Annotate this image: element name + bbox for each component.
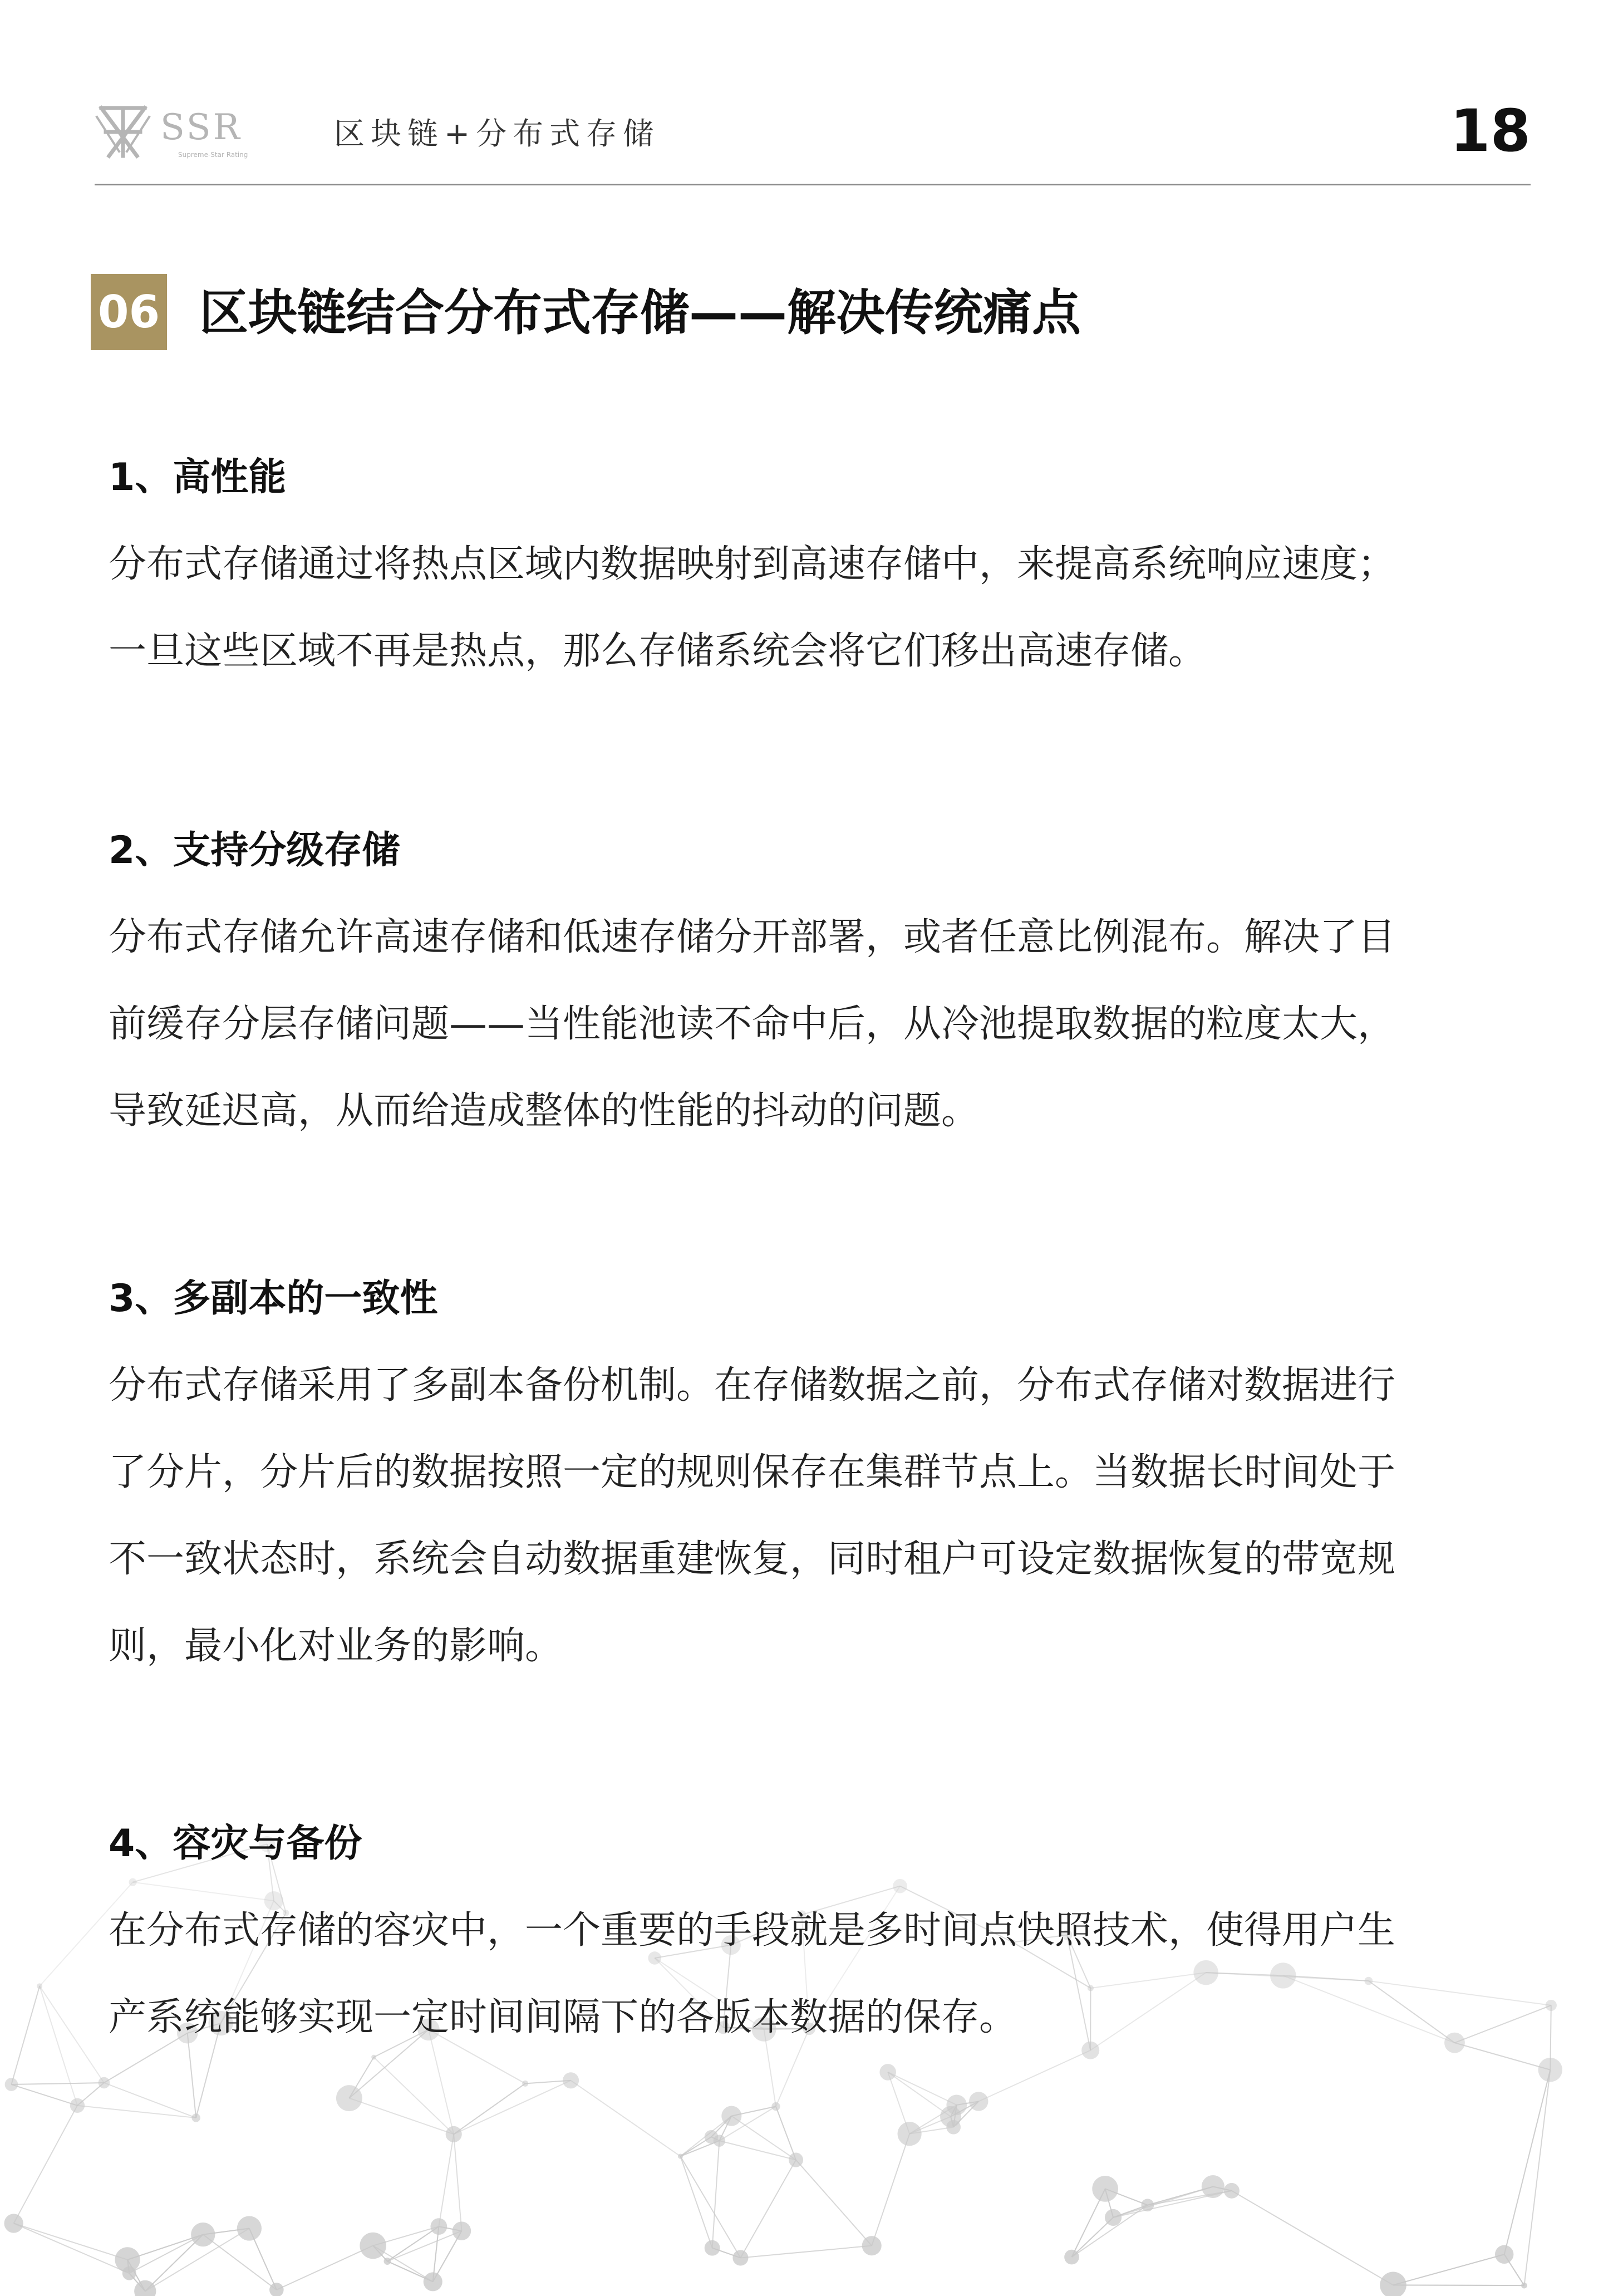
item-heading: 4、容灾与备份 (109, 1822, 362, 1866)
body-line: 分布式存储通过将热点区域内数据映射到高速存储中，来提高系统响应速度； (109, 542, 1396, 586)
body-line: 一旦这些区域不再是热点，那么存储系统会将它们移出高速存储。 (109, 629, 1207, 673)
page-number: 18 (1450, 97, 1531, 165)
logo-text: SSR (160, 107, 242, 148)
content-item-4 (109, 1816, 1533, 2061)
item-heading: 2、支持分级存储 (109, 828, 400, 872)
body-line: 不一致状态时，系统会自动数据重建恢复，同时租户可设定数据恢复的带宽规 (109, 1537, 1396, 1581)
page-header (95, 84, 1531, 184)
item-heading: 1、高性能 (109, 455, 287, 499)
item-heading: 3、多副本的一致性 (109, 1277, 438, 1321)
body-line: 分布式存储采用了多副本备份机制。在存储数据之前，分布式存储对数据进行 (109, 1363, 1396, 1407)
content-item-2 (109, 823, 1533, 1155)
section-title: 区块链结合分布式存储——解决传统痛点 (199, 284, 1081, 341)
body-line: 则，最小化对业务的影响。 (109, 1624, 563, 1668)
body-line: 在分布式存储的容灾中，一个重要的手段就是多时间点快照技术，使得用户生 (109, 1909, 1396, 1952)
content-item-1 (109, 450, 1533, 695)
ssr-logo (95, 100, 278, 161)
body-line: 了分片，分片后的数据按照一定的规则保存在集群节点上。当数据长时间处于 (109, 1450, 1396, 1494)
content-item-3 (109, 1271, 1533, 1690)
section-number-badge: 06 (91, 274, 167, 350)
body-line: 产系统能够实现一定时间间隔下的各版本数据的保存。 (109, 1995, 1017, 2039)
body-line: 前缓存分层存储问题——当性能池读不命中后，从冷池提取数据的粒度太大， (109, 1002, 1396, 1046)
logo-subtext: Supreme-Star Rating (178, 151, 248, 159)
header-divider (95, 184, 1531, 185)
body-line: 分布式存储允许高速存储和低速存储分开部署，或者任意比例混布。解决了目 (109, 915, 1396, 959)
body-line: 导致延迟高，从而给造成整体的性能的抖动的问题。 (109, 1089, 980, 1133)
running-title: 区块链+分布式存储 (334, 116, 660, 151)
